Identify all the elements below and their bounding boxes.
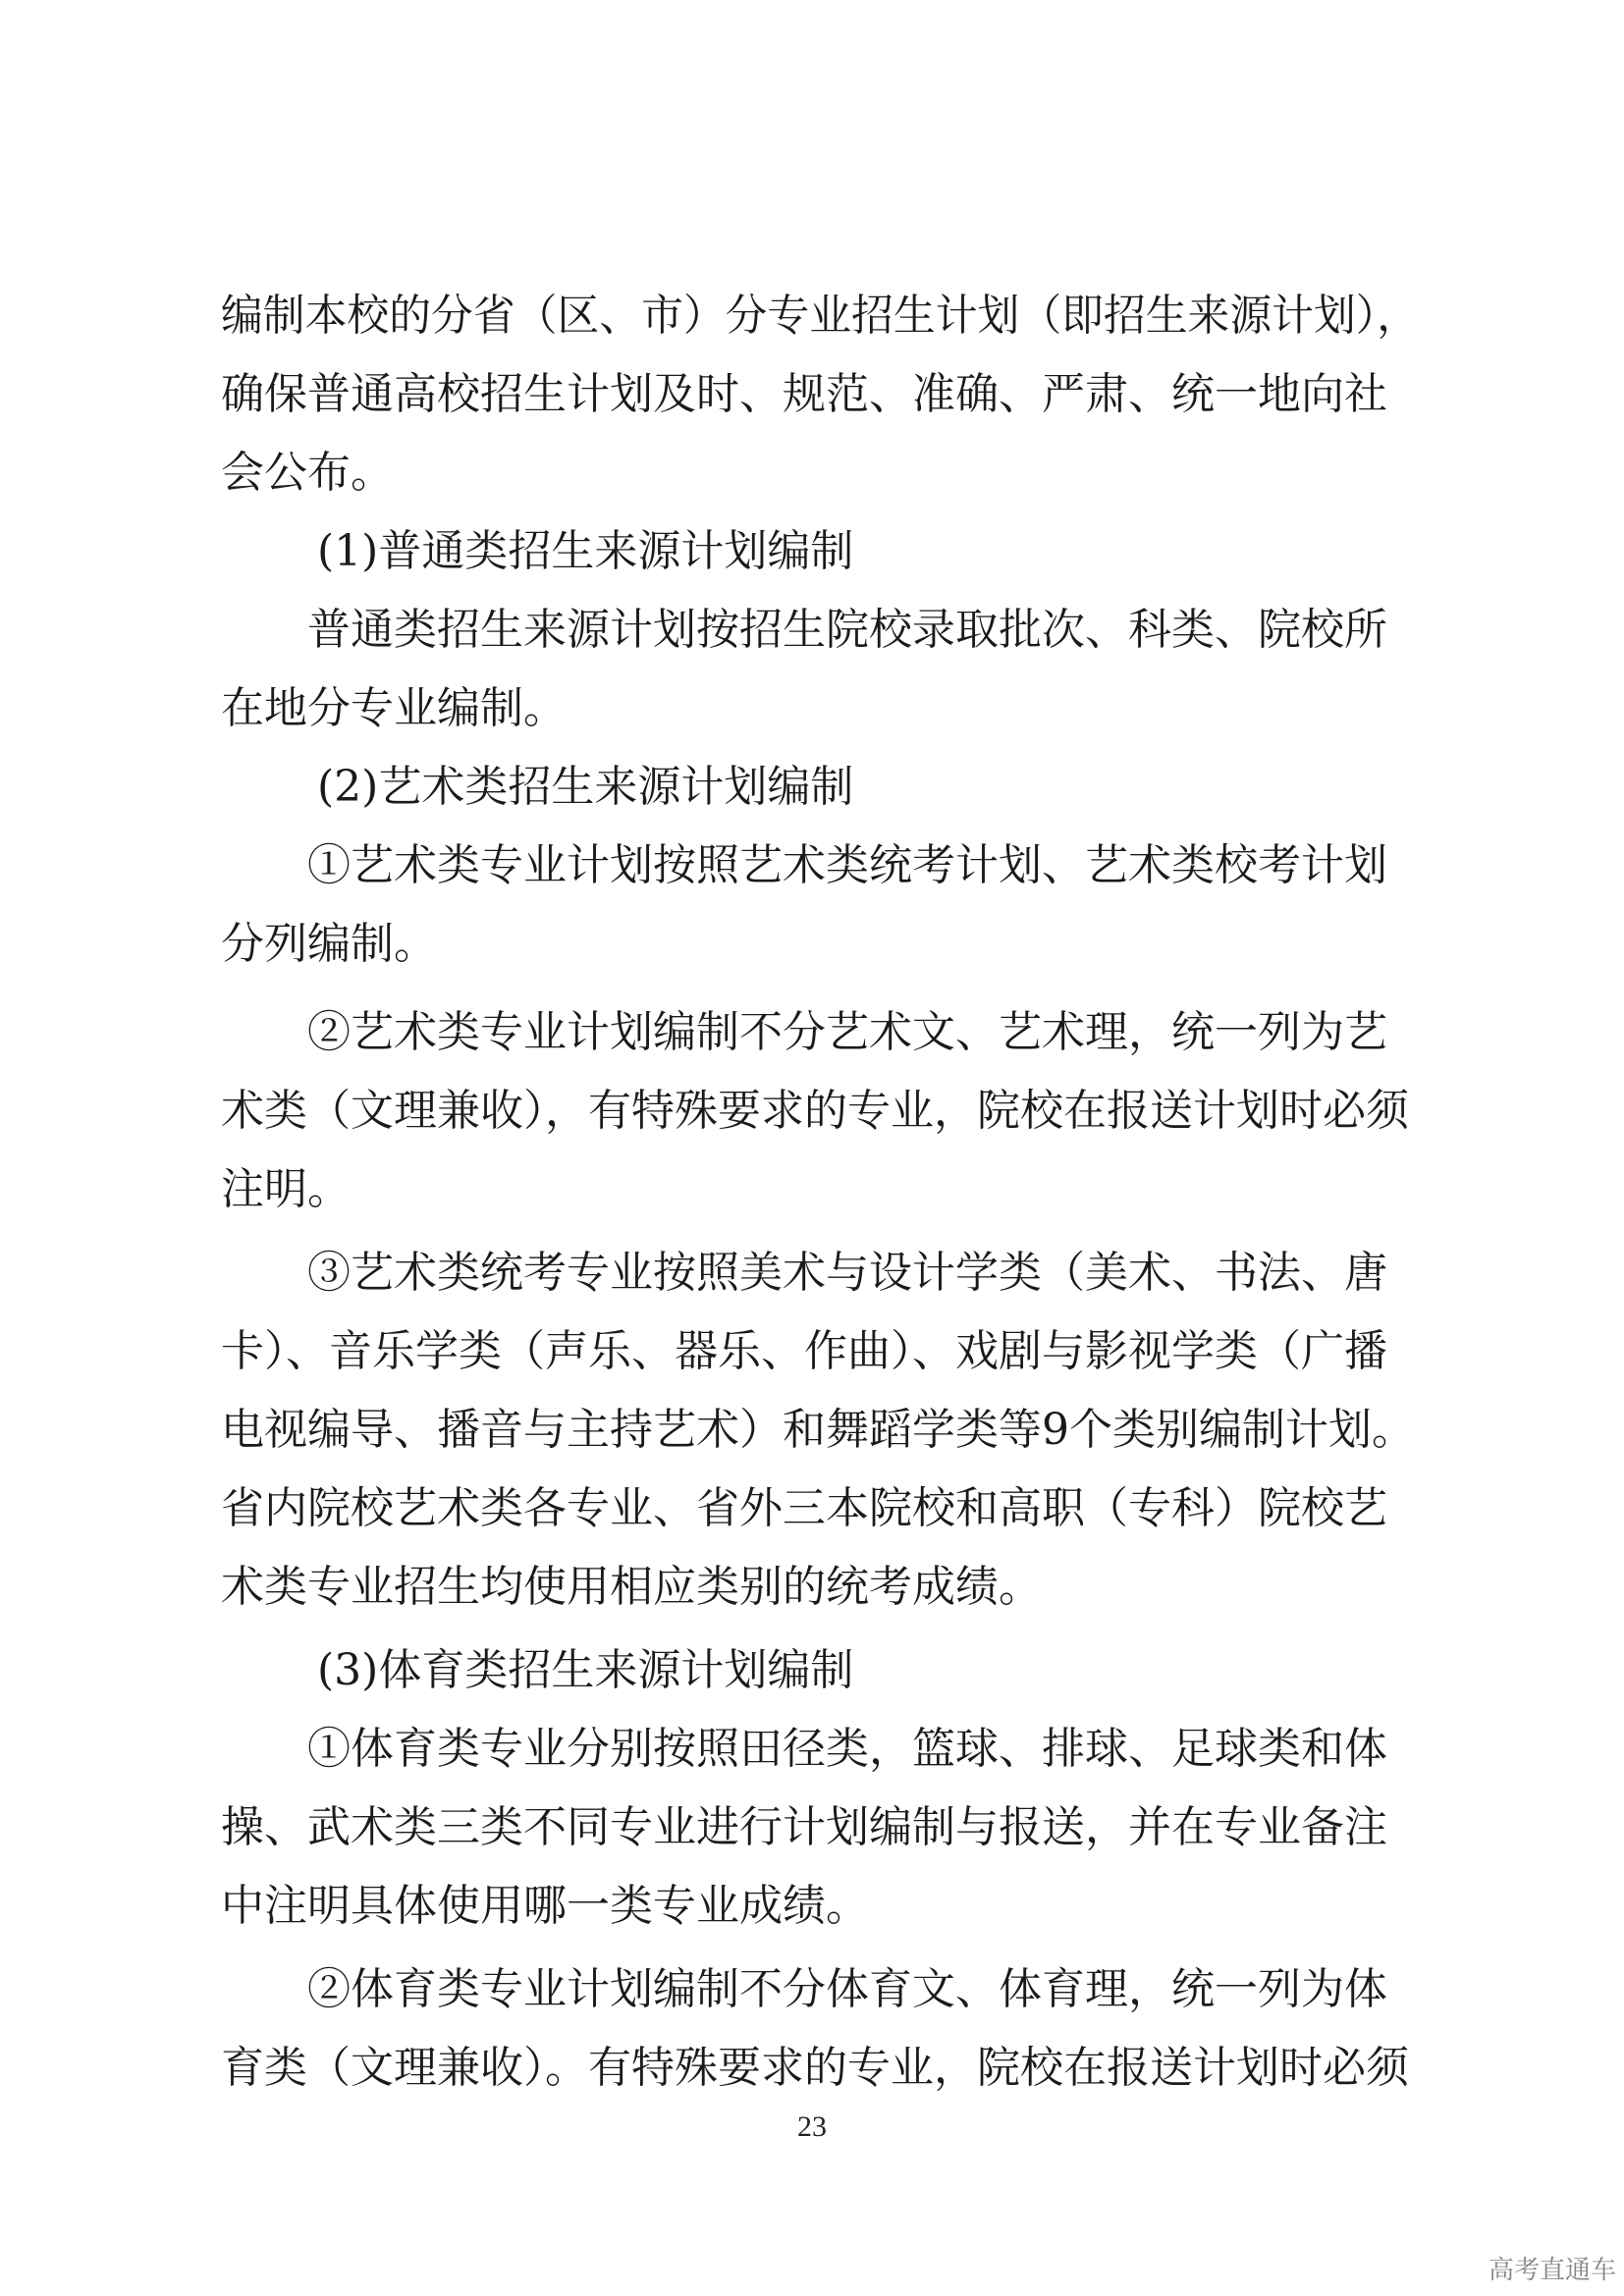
section-heading: (2)艺术类招生来源计划编制 [317, 762, 854, 812]
body-line: 中注明具体使用哪一类专业成绩。 [221, 1881, 869, 1931]
body-line: 编制本校的分省（区、市）分专业招生计划（即招生来源计划）， [221, 291, 1419, 341]
body-line: 电视编导、播音与主持艺术）和舞蹈学类等9个类别编制计划。 [221, 1405, 1415, 1455]
body-line: 确保普通高校招生计划及时、规范、准确、严肃、统一地向社 [221, 369, 1387, 419]
body-line: ①体育类专业分别按照田径类，篮球、排球、足球类和体 [307, 1724, 1387, 1774]
section-heading: (3)体育类招生来源计划编制 [317, 1645, 854, 1695]
body-line: ③艺术类统考专业按照美术与设计学类（美术、书法、唐 [307, 1248, 1387, 1298]
body-line: 注明。 [221, 1164, 351, 1214]
body-line: 术类（文理兼收），有特殊要求的专业，院校在报送计划时必须 [221, 1086, 1409, 1136]
body-line: 普通类招生来源计划按招生院校录取批次、科类、院校所 [307, 605, 1387, 655]
body-line: 术类专业招生均使用相应类别的统考成绩。 [221, 1562, 1042, 1612]
body-line: 会公布。 [221, 448, 394, 498]
body-line: 育类（文理兼收）。有特殊要求的专业，院校在报送计划时必须 [221, 2043, 1409, 2093]
watermark-text: 高考直通车 [1488, 2256, 1616, 2285]
body-line: 分列编制。 [221, 919, 437, 969]
body-line: 操、武术类三类不同专业进行计划编制与报送，并在专业备注 [221, 1802, 1387, 1852]
section-heading: (1)普通类招生来源计划编制 [317, 526, 854, 576]
body-line: 省内院校艺术类各专业、省外三本院校和高职（专科）院校艺 [221, 1483, 1387, 1533]
body-line: ①艺术类专业计划按照艺术类统考计划、艺术类校考计划 [307, 840, 1387, 890]
body-line: ②艺术类专业计划编制不分艺术文、艺术理，统一列为艺 [307, 1007, 1387, 1057]
body-line: ②体育类专业计划编制不分体育文、体育理，统一列为体 [307, 1964, 1387, 2014]
body-line: 卡）、音乐学类（声乐、器乐、作曲）、戏剧与影视学类（广播 [221, 1326, 1387, 1376]
body-line: 在地分专业编制。 [221, 683, 567, 733]
page-number: 23 [797, 2110, 827, 2143]
